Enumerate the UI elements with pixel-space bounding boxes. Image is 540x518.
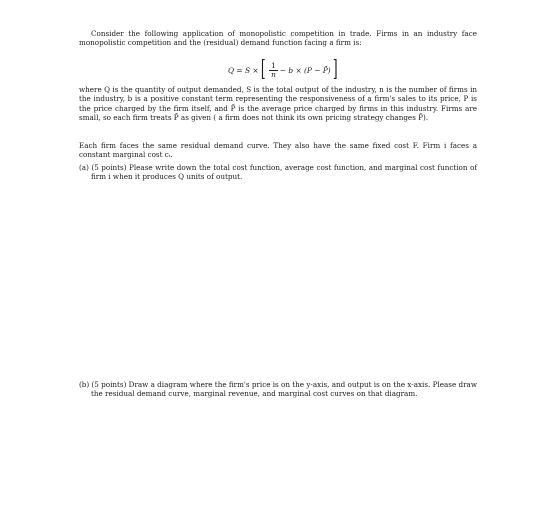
definitions-paragraph: where Q is the quantity of output demanded, S is the total output of the industry, n is the number of firms in the industry, b is a positive constant term representing the responsiveness of a firm's sales to its price, P is the price charged by the firm itself, and P̄ is the average price charged by firms in this industry. Firms are small, so each firm treats P̄ as given ( a firm does not think its own pricing strategy changes P̄).: [79, 85, 477, 123]
question-a: (a) (5 points) Please write down the total cost function, average cost function, and marginal cost function of firm i when it produces Q units of output.: [79, 163, 477, 182]
fraction-denominator: n: [271, 69, 276, 79]
intro-paragraph: Consider the following application of monopolistic competition in trade. Firms in an industry face monopolistic competition and the (residual) demand function facing a firm is:: [79, 29, 477, 48]
fraction-numerator: 1: [271, 60, 276, 70]
equation-lhs: Q = S ×: [228, 65, 259, 75]
equation-rhs: − b × (P − P̄): [279, 65, 331, 75]
left-bracket: [: [260, 57, 266, 82]
equation-fraction: [269, 62, 278, 79]
right-bracket: ]: [332, 57, 338, 82]
question-b: (b) (5 points) Draw a diagram where the firm's price is on the y-axis, and output is on the x-axis. Please draw the residual demand curve, marginal revenue, and marginal cost curves on that diagram.: [79, 380, 477, 399]
demand-equation: [228, 57, 339, 83]
cost-info-paragraph: Each firm faces the same residual demand curve. They also have the same fixed cost F. Firm i faces a constant marginal cost cᵢ.: [79, 141, 477, 160]
